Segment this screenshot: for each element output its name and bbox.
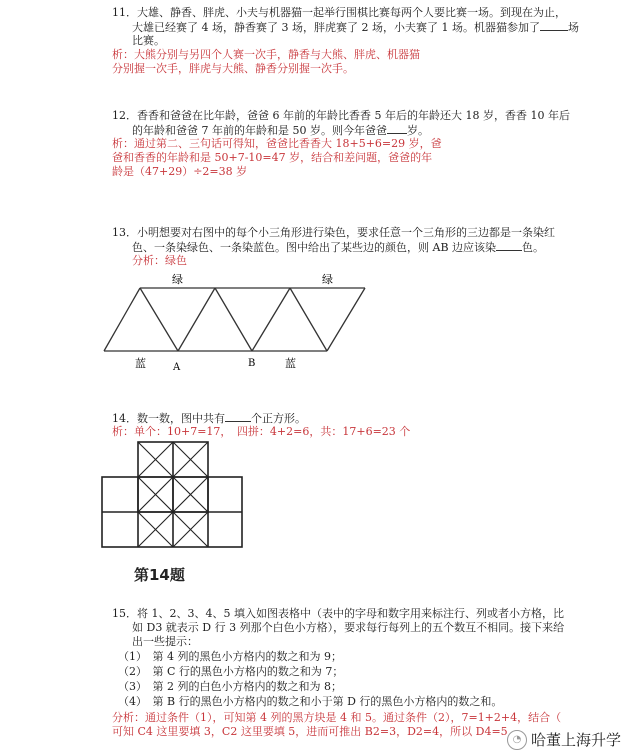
q15-hint3: （3） 第 2 列的白色小方格内的数之和为 8； [118,680,342,693]
q15-analysis2: 可知 C4 这里要填 3，C2 这里要填 5，进而可推出 B2=3，D2=4，所以 D4=5 [112,725,508,738]
wechat-icon: ◔ [507,730,527,750]
answer-blank [225,411,251,422]
triangle-strip-figure [0,268,400,378]
label-blue-left: 蓝 [135,357,146,370]
q14-analysis: 析：单个：10+7=17， 四拼：4+2=6，共：17+6=23 个 [112,425,411,438]
q12-line1: 12．香香和爸爸在比年龄，爸爸 6 年前的年龄比香香 5 年后的年龄还大 18 岁，香香 10 年后 [112,109,570,122]
q11-line2 [132,20,579,34]
q15-analysis1: 分析：通过条件（1），可知第 4 列的黑方块是 4 和 5。通过条件（2），7=1+2+4，结合（ [112,711,562,724]
q13-line2-text: 色、一条染绿色、一条染蓝色。图中给出了某些边的颜色，则 AB 边应该染 [132,241,497,254]
q13-line1: 13．小明想要对右图中的每个小三角形进行染色，要求任意一个三角形的三边都是一条染红 [112,226,555,239]
answer-blank [496,240,522,251]
q14-line1-suffix: 个正方形。 [251,412,306,425]
label-blue-right: 蓝 [285,357,296,370]
label-green-right: 绿 [322,273,333,286]
watermark [507,729,621,750]
answer-blank [540,20,568,31]
label-point-b: B [248,358,256,369]
q12-analysis3: 龄是（47+29）÷2=38 岁 [112,165,248,178]
q11-line3: 比赛。 [132,34,165,47]
watermark-text: 哈董上海升学 [530,731,621,749]
q11-analysis1: 析：大熊分别与另四个人赛一次手，静香与大熊、胖虎、机器猫 [112,48,420,61]
label-green-left: 绿 [172,273,183,286]
q12-line2 [132,123,429,137]
q14-figure-title: 第14题 [134,566,185,584]
q11-analysis2: 分别握一次手，胖虎与大熊、静香分别握一次手。 [112,62,354,75]
q13-analysis: 分析：绿色 [132,254,187,267]
q11-line2-text: 大雄已经赛了 4 场，静香赛了 3 场，胖虎赛了 2 场，小夫赛了 1 场。机器猫参加了 [132,21,540,34]
q15-hint1: （1） 第 4 列的黑色小方格内的数之和为 9； [118,650,342,663]
q15-line3: 出一些提示： [132,635,198,648]
label-point-a: A [173,362,181,373]
answer-blank [387,123,407,134]
square-grid-figure [0,440,300,560]
q12-analysis2: 爸和香香的年龄和是 50+7-10=47 岁，结合和差问题，爸爸的年 [112,151,433,164]
q15-line2: 如 D3 就表示 D 行 3 列那个白色小方格），要求每行每列上的五个数互不相同。接下来给 [132,621,565,634]
q12-line2-text: 的年龄和爸爸 7 年前的年龄和是 50 岁。则今年爸爸 [132,124,387,137]
q13-line2 [132,240,544,254]
edge-ab-neighbor [215,288,252,351]
q12-line2-suffix: 岁。 [406,124,429,137]
q15-line1: 15．将 1、2、3、4、5 填入如图表格中（表中的字母和数字用来标注行、列或者小方格，比 [112,607,564,620]
q13-line2-suffix: 色。 [522,241,545,254]
q12-analysis1: 析：通过第二、三句话可得知，爸爸比香香大 18+5+6=29 岁，爸 [112,137,442,150]
q11-line1: 11．大雄、静香、胖虎、小夫与机器猫一起举行围棋比赛每两个人要比赛一场。到现在为止， [112,6,566,19]
q14-line1 [112,411,306,425]
q15-hint4: （4） 第 B 行的黑色小方格内的数之和小于第 D 行的黑色小方格内的数之和。 [118,695,503,708]
q15-hint2: （2） 第 C 行的黑色小方格内的数之和为 7； [118,665,344,678]
q11-line2-suffix: 场 [567,21,579,34]
q14-line1-text: 14．数一数，图中共有 [112,412,225,425]
